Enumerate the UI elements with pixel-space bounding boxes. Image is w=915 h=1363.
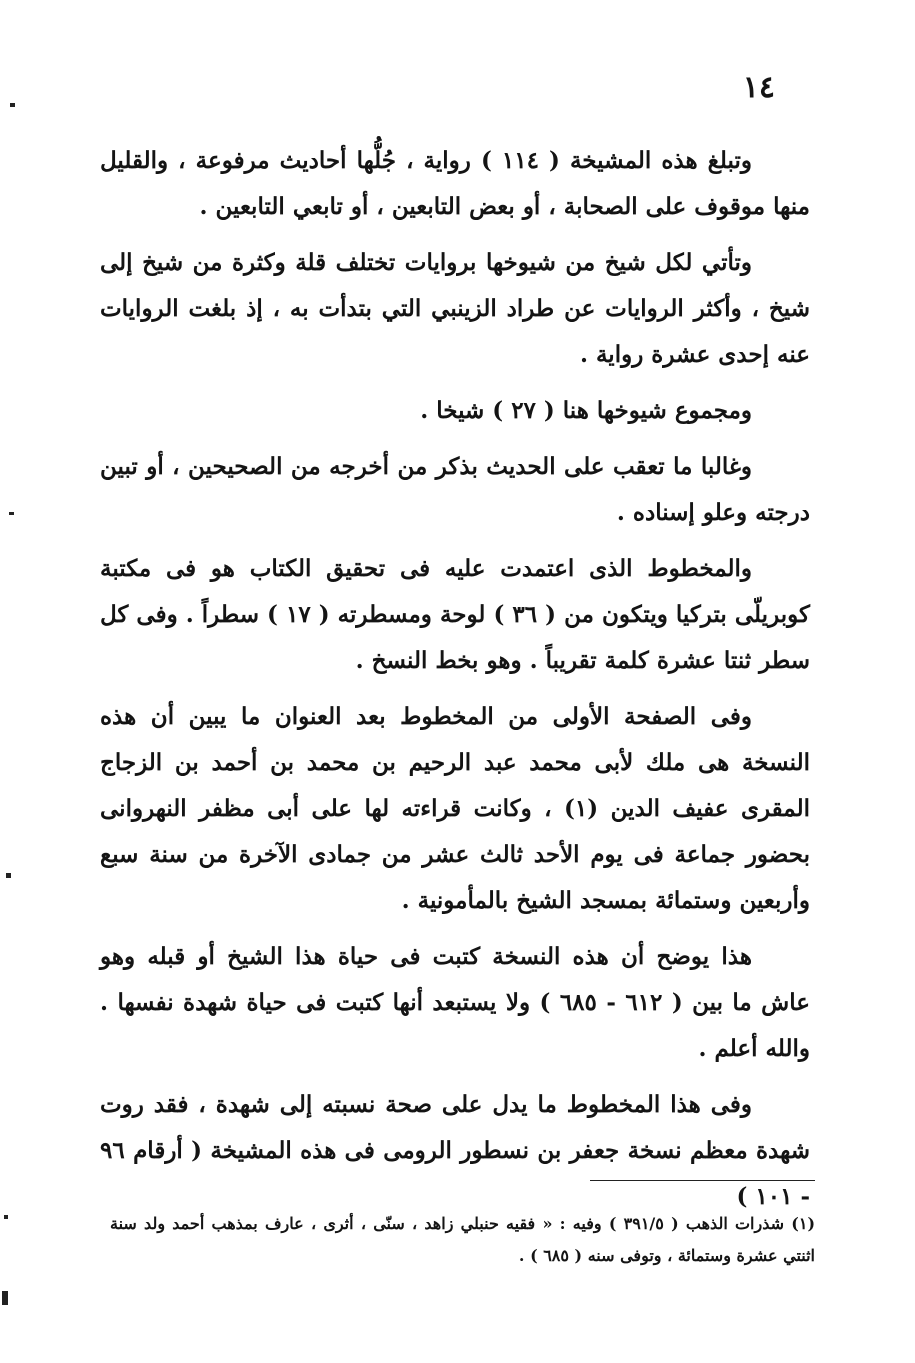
scan-mark	[9, 512, 14, 515]
page-number: ١٤	[742, 70, 775, 105]
scan-mark	[6, 873, 11, 878]
footnote: (١) شذرات الذهب ( ٣٩١/٥ ) وفيه : « فقيه حنبلي زاهد ، سنّى ، أثرى ، عارف بمذهب أحمد ولد سنة اثنتي عشرة وستمائة ، وتوفى سنه ( ٦٨٥ ) .	[110, 1214, 816, 1265]
scan-mark	[2, 1291, 8, 1305]
paragraph-4: وغالبا ما تعقب على الحديث بذكر من أخرجه من الصحيحين ، أو تبين درجته وعلو إسناده .	[100, 453, 810, 526]
footnote-divider	[590, 1180, 815, 1181]
paragraph-6: وفى الصفحة الأولى من المخطوط بعد العنوان ما يبين أن هذه النسخة هى ملك لأبى محمد عبد الرحيم بن محمد بن أحمد بن الزجاج المقرى عفيف الدين (١) ، وكانت قراءته لها على أبى مظفر النهروانى بحضور جماعة فى يوم الأحد ثالث عشر من جمادى الآخرة من سنة سبع وأربعين وستمائة بمسجد الشيخ بالمأمونية .	[100, 703, 810, 914]
paragraph-5: والمخطوط الذى اعتمدت عليه فى تحقيق الكتاب هو فى مكتبة كوبريلّى بتركيا ويتكون من ( ٣٦ ) لوحة ومسطرته ( ١٧ ) سطراً . وفى كل سطر ثنتا عشرة كلمة تقريباً . وهو بخط النسخ .	[100, 555, 810, 674]
paragraph-2: وتأتي لكل شيخ من شيوخها بروايات تختلف قلة وكثرة من شيخ إلى شيخ ، وأكثر الروايات عن طراد الزينبي التي بتدأت به ، إذ بلغت الروايات عنه إحدى عشرة رواية .	[100, 249, 810, 368]
scan-mark	[10, 103, 15, 107]
paragraph-3: ومجموع شيوخها هنا ( ٢٧ ) شيخا .	[420, 397, 752, 424]
paragraph-7: هذا يوضح أن هذه النسخة كتبت فى حياة هذا الشيخ أو قبله وهو عاش ما بين ( ٦١٢ - ٦٨٥ ) ولا يستبعد أنها كتبت فى حياة شهدة نفسها . والله أعلم .	[100, 943, 810, 1062]
body-text	[100, 138, 810, 1230]
scan-mark	[4, 1215, 8, 1219]
paragraph-8: وفى هذا المخطوط ما يدل على صحة نسبته إلى شهدة ، فقد روت شهدة معظم نسخة جعفر بن نسطور الرومى فى هذه المشيخة ( أرقام ٩٦ - ١٠١ )	[100, 1091, 810, 1210]
paragraph-1: وتبلغ هذه المشيخة ( ١١٤ ) رواية ، جُلُّها أحاديث مرفوعة ، والقليل منها موقوف على الصحابة ، أو بعض التابعين ، أو تابعي التابعين .	[100, 147, 810, 220]
